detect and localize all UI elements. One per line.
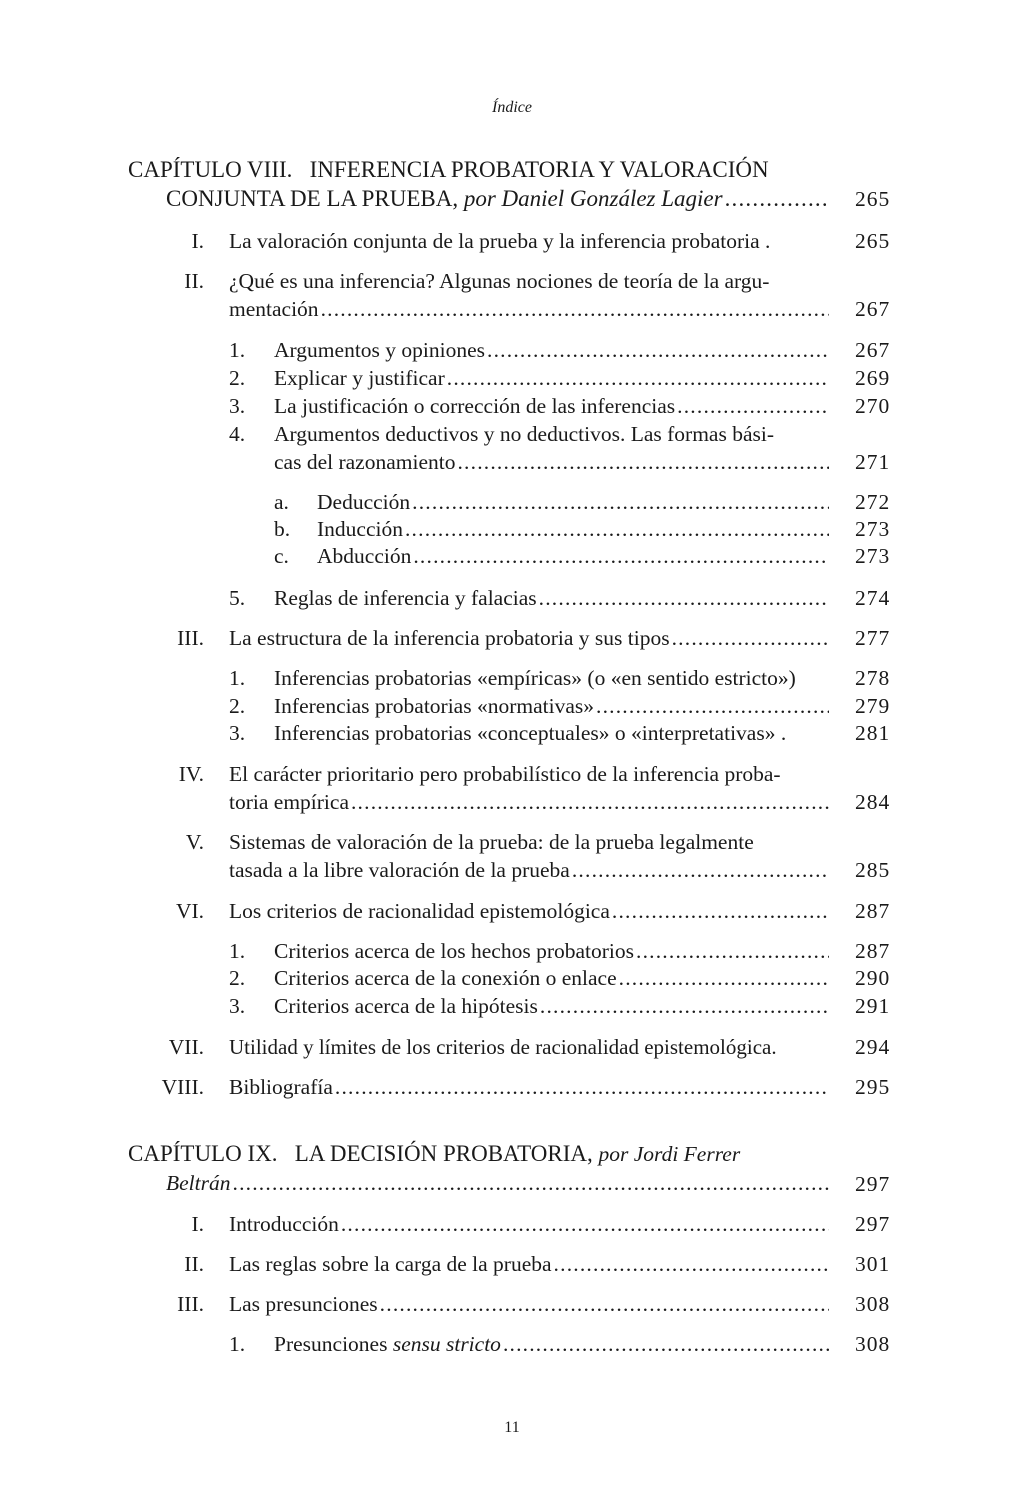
chapter-9-author-line2: Beltrán	[166, 1171, 231, 1195]
toc-entry: 1. Argumentos y opiniones ..... 267	[0, 336, 1024, 364]
toc-entry: 2. Explicar y justificar ..... 269	[0, 364, 1024, 392]
toc-entry: IV. El carácter prioritario pero probabilístico de la inferencia proba- toria empírica ..... 284	[0, 760, 1024, 816]
page-number: 11	[504, 1419, 520, 1436]
toc-entry: VI. Los criterios de racionalidad epistemológica ..... 287	[0, 897, 1024, 925]
toc-entry: I. Introducción ..... 297	[0, 1210, 1024, 1238]
toc-entry: 2. Inferencias probatorias «normativas» ..... 279	[0, 692, 1024, 720]
toc-entry: 4. Argumentos deductivos y no deductivos. Las formas bási- cas del razonamiento ..... 271	[0, 420, 1024, 476]
toc-entry: V. Sistemas de valoración de la prueba: de la prueba legalmente tasada a la libre valoración de la prueba ..... 285	[0, 828, 1024, 884]
toc-entry: 3. Inferencias probatorias «conceptuales» o «interpretativas» . 281	[229, 721, 891, 745]
chapter-8-page: 265	[855, 187, 891, 211]
chapter-8-heading	[128, 155, 898, 215]
toc-entry: b. Inducción ..... 273	[0, 515, 1024, 543]
toc-entry: a. Deducción ..... 272	[0, 488, 1024, 516]
toc-entry: III. La estructura de la inferencia probatoria y sus tipos ..... 277	[0, 624, 1024, 652]
toc-entry: 3. La justificación o corrección de las inferencias ..... 270	[0, 392, 1024, 420]
chapter-9-heading	[128, 1139, 898, 1199]
toc-entry: III. Las presunciones ..... 308	[0, 1290, 1024, 1318]
chapter-9-author-line1: por Jordi Ferrer	[598, 1142, 741, 1166]
toc-entry: VII. Utilidad y límites de los criterios de racionalidad epistemológica. 294	[168, 1035, 891, 1059]
toc-entry: 5. Reglas de inferencia y falacias ..... 274	[0, 584, 1024, 612]
chapter-9-title: LA DECISIÓN PROBATORIA,	[294, 1141, 593, 1166]
toc-entry: 1. Criterios acerca de los hechos probatorios ..... 287	[0, 937, 1024, 965]
chapter-8-title-line1: INFERENCIA PROBATORIA Y VALORACIÓN	[309, 157, 769, 182]
toc-entry: c. Abducción ..... 273	[0, 542, 1024, 570]
toc-entry: VIII. Bibliografía ..... 295	[0, 1073, 1024, 1101]
chapter-9-page: 297	[855, 1172, 891, 1196]
chapter-8-author: por Daniel González Lagier	[463, 186, 723, 211]
running-head: Índice	[492, 99, 532, 116]
toc-entry: II. Las reglas sobre la carga de la prueba ..... 301	[0, 1250, 1024, 1278]
chapter-8-title-line2: CONJUNTA DE LA PRUEBA,	[166, 186, 459, 211]
chapter-9-label: CAPÍTULO IX.	[128, 1141, 278, 1166]
toc-entry: 3. Criterios acerca de la hipótesis ..... 291	[0, 992, 1024, 1020]
toc-entry: 2. Criterios acerca de la conexión o enlace ..... 290	[0, 964, 1024, 992]
toc-entry: 1. Inferencias probatorias «empíricas» (o «en sentido estricto») 278	[229, 666, 891, 690]
toc-entry: II. ¿Qué es una inferencia? Algunas nociones de teoría de la argu- mentación ..... 267	[0, 267, 1024, 323]
toc-entry: I. La valoración conjunta de la prueba y la inferencia probatoria . 265	[191, 229, 891, 253]
toc-entry: 1. Presunciones sensu stricto ..... 308	[0, 1330, 1024, 1358]
chapter-8-label: CAPÍTULO VIII.	[128, 157, 293, 182]
